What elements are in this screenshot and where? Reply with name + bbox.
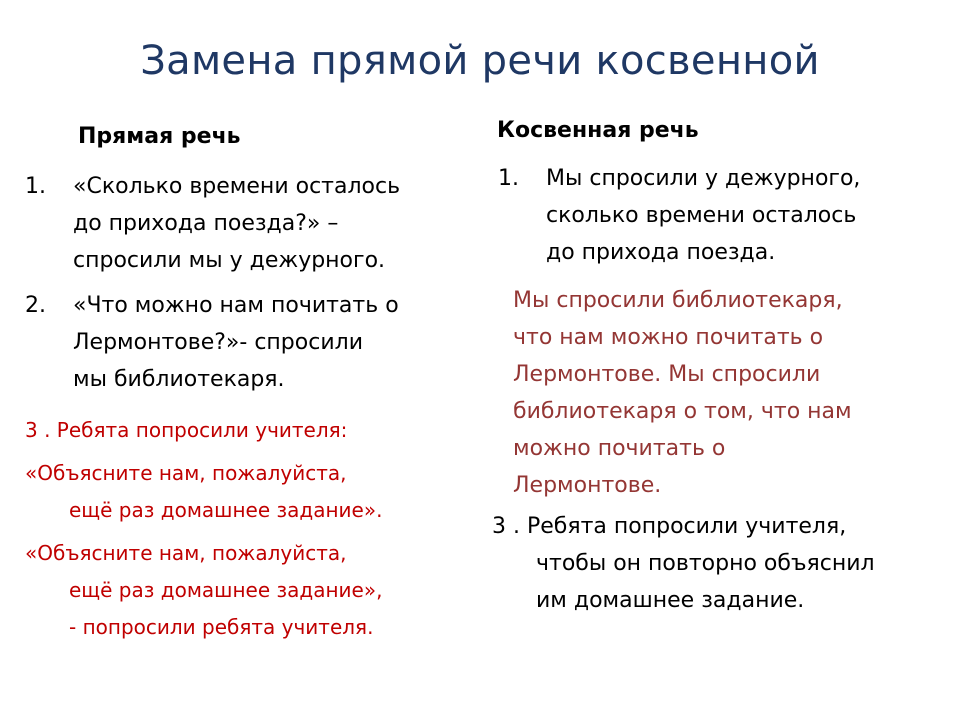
left-item-2-number: 2. bbox=[25, 293, 46, 318]
right-item-3-line: им домашнее задание. bbox=[536, 588, 805, 613]
right-item-3-line: чтобы он повторно объяснил bbox=[536, 551, 875, 576]
quote-line: ещё раз домашнее задание», bbox=[69, 578, 383, 602]
right-item-1 bbox=[498, 160, 938, 271]
right-item-1-line: до прихода поезда. bbox=[546, 240, 776, 265]
right-item-2 bbox=[513, 282, 852, 504]
left-item-1-line: «Сколько времени осталось bbox=[73, 174, 401, 199]
right-item-2-line: Мы спросили библиотекаря, bbox=[513, 288, 843, 313]
right-item-2-line: библиотекаря о том, что нам bbox=[513, 399, 852, 424]
right-item-3-line: 3 . Ребята попросили учителя, bbox=[492, 514, 847, 539]
right-item-2-line: можно почитать о bbox=[513, 436, 726, 461]
quote-line: «Объясните нам, пожалуйста, bbox=[25, 461, 347, 485]
left-item-3-intro: 3 . Ребята попросили учителя: bbox=[25, 418, 348, 442]
quote-line: - попросили ребята учителя. bbox=[69, 615, 374, 639]
left-item-2-line: «Что можно нам почитать о bbox=[73, 293, 399, 318]
left-item-3-quote-1 bbox=[25, 455, 382, 529]
left-item-1-line: спросили мы у дежурного. bbox=[73, 248, 386, 273]
right-item-2-line: что нам можно почитать о bbox=[513, 325, 824, 350]
left-item-2-line: Лермонтове?»- спросили bbox=[73, 330, 363, 355]
right-item-2-line: Лермонтове. Мы спросили bbox=[513, 362, 821, 387]
left-item-2-line: мы библиотекаря. bbox=[73, 367, 285, 392]
left-item-1-line: до прихода поезда?» – bbox=[73, 211, 339, 236]
right-item-1-line: Мы спросили у дежурного, bbox=[546, 166, 861, 191]
quote-line: «Объясните нам, пожалуйста, bbox=[25, 541, 347, 565]
left-heading: Прямая речь bbox=[78, 124, 241, 149]
right-heading: Косвенная речь bbox=[497, 118, 699, 143]
right-item-1-line: сколько времени осталось bbox=[546, 203, 857, 228]
right-item-3 bbox=[492, 508, 875, 619]
left-item-3-quote-2 bbox=[25, 535, 382, 646]
right-item-1-number: 1. bbox=[498, 166, 519, 191]
quote-line: ещё раз домашнее задание». bbox=[69, 498, 383, 522]
right-item-2-line: Лермонтове. bbox=[513, 473, 662, 498]
left-item-1 bbox=[25, 168, 465, 279]
left-item-1-number: 1. bbox=[25, 174, 46, 199]
left-item-2 bbox=[25, 287, 465, 398]
slide-title: Замена прямой речи косвенной bbox=[140, 38, 820, 84]
